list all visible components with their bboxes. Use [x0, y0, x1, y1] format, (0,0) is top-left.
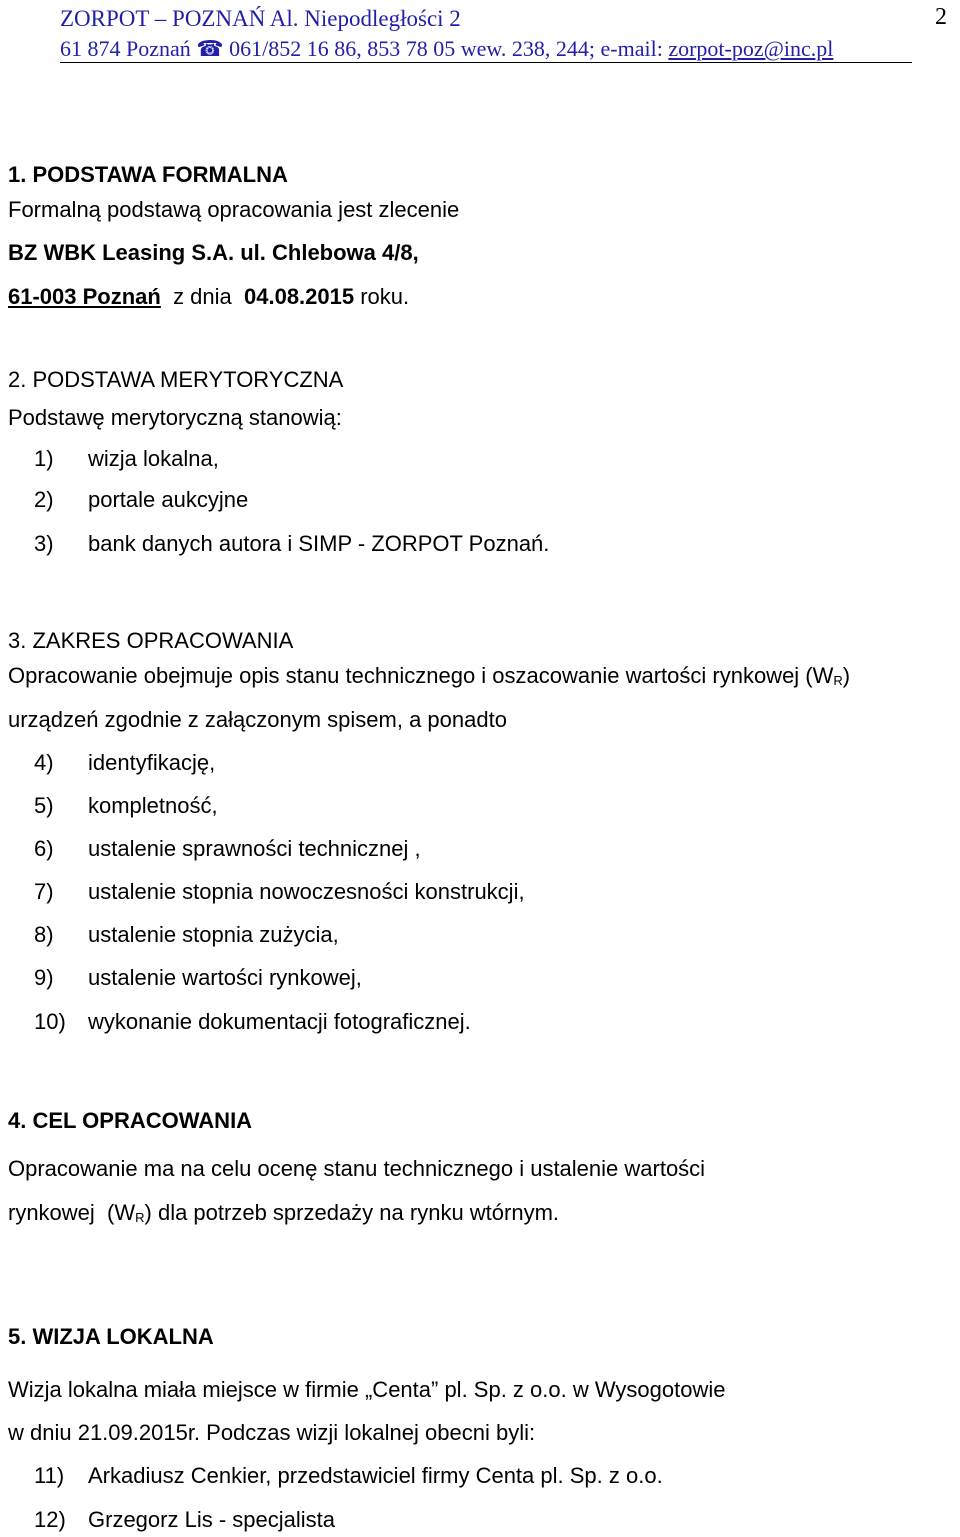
list-item-number: 3): [34, 531, 54, 556]
page-header: [60, 4, 912, 63]
list-item: [34, 795, 218, 817]
list-item-number: 5): [34, 793, 54, 818]
list-item-number: 6): [34, 836, 54, 861]
section2-heading: 2. PODSTAWA MERYTORYCZNA: [8, 367, 344, 392]
list-item: [34, 1465, 663, 1487]
list-item-text: Arkadiusz Cenkier, przedstawiciel firmy Centa pl. Sp. z o.o.: [88, 1463, 663, 1488]
list-item: [34, 967, 362, 989]
section4-line1: Opracowanie ma na celu ocenę stanu technicznego i ustalenie wartości: [8, 1156, 706, 1181]
list-item-number: 9): [34, 965, 54, 990]
header-phones: 061/852 16 86, 853 78 05 wew. 238, 244; e-mail:: [229, 36, 669, 61]
list-item-number: 1): [34, 446, 54, 471]
list-item-number: 10): [34, 1009, 66, 1034]
list-item-number: 11): [34, 1463, 65, 1488]
list-item: [34, 752, 215, 774]
section1-line3: [8, 286, 409, 308]
header-contact-line: [60, 36, 833, 62]
section1-date: 04.08.2015: [244, 284, 355, 309]
section5-line1: Wizja lokalna miała miejsce w firmie „Centa” pl. Sp. z o.o. w Wysogotowie: [8, 1377, 726, 1402]
list-item-text: wizja lokalna,: [88, 446, 219, 471]
page-number: 2: [935, 4, 947, 30]
section4-line2: [8, 1202, 559, 1224]
section1-date-suffix: roku.: [354, 284, 410, 309]
list-item-number: 2): [34, 487, 54, 512]
list-item: [34, 489, 248, 511]
section1-postal-city: 61-003 Poznań: [8, 284, 161, 309]
section4-line2-rest: ) dla potrzeb sprzedaży na rynku wtórnym.: [144, 1200, 560, 1225]
list-item-text: wykonanie dokumentacji fotograficznej.: [88, 1009, 471, 1034]
section4-line2-subscript: R: [135, 1210, 145, 1225]
section2-intro: Podstawę merytoryczną stanowią:: [8, 405, 342, 430]
section4-heading: 4. CEL OPRACOWANIA: [8, 1108, 253, 1133]
list-item-text: Grzegorz Lis - specjalista: [88, 1507, 335, 1532]
list-item-number: 4): [34, 750, 54, 775]
section3-line2: urządzeń zgodnie z załączonym spisem, a ponadto: [8, 707, 507, 732]
list-item: [34, 533, 549, 555]
list-item-number: 7): [34, 879, 54, 904]
section3-line1-text: Opracowanie obejmuje opis stanu technicznego i oszacowanie wartości rynkowej (W: [8, 663, 834, 688]
list-item: [34, 1509, 335, 1531]
section1-line1: Formalną podstawą opracowania jest zlecenie: [8, 197, 460, 222]
section1-date-prefix: z dnia: [160, 284, 244, 309]
section5-heading: 5. WIZJA LOKALNA: [8, 1324, 214, 1349]
list-item-text: identyfikację,: [88, 750, 216, 775]
section5-line2: w dniu 21.09.2015r. Podczas wizji lokalnej obecni byli:: [8, 1420, 536, 1445]
section1-heading: 1. PODSTAWA FORMALNA: [8, 162, 288, 187]
section1-line2: BZ WBK Leasing S.A. ul. Chlebowa 4/8,: [8, 240, 419, 265]
list-item-number: 8): [34, 922, 54, 947]
section3-line1-close: ): [842, 663, 851, 688]
list-item: [34, 1011, 471, 1033]
section3-line1: [8, 665, 850, 687]
header-address: 61 874 Poznań: [60, 36, 191, 61]
list-item-text: ustalenie stopnia zużycia,: [88, 922, 339, 947]
header-company-line: ZORPOT – POZNAŃ Al. Niepodległości 2: [60, 6, 461, 31]
list-item: [34, 838, 421, 860]
list-item-number: 12): [34, 1507, 66, 1532]
list-item: [34, 448, 219, 470]
section4-line2-text: rynkowej (W: [8, 1200, 136, 1225]
section3-line1-subscript: R: [833, 673, 843, 688]
list-item: [34, 881, 525, 903]
list-item-text: ustalenie sprawności technicznej ,: [88, 836, 421, 861]
list-item: [34, 924, 339, 946]
list-item-text: ustalenie stopnia nowoczesności konstrukcji,: [88, 879, 525, 904]
list-item-text: kompletność,: [88, 793, 218, 818]
list-item-text: bank danych autora i SIMP - ZORPOT Poznań.: [88, 531, 550, 556]
header-email-link[interactable]: zorpot-poz@inc.pl: [668, 36, 834, 61]
list-item-text: ustalenie wartości rynkowej,: [88, 965, 362, 990]
list-item-text: portale aukcyjne: [88, 487, 249, 512]
section3-heading: 3. ZAKRES OPRACOWANIA: [8, 628, 294, 653]
phone-icon: ☎: [196, 36, 224, 61]
